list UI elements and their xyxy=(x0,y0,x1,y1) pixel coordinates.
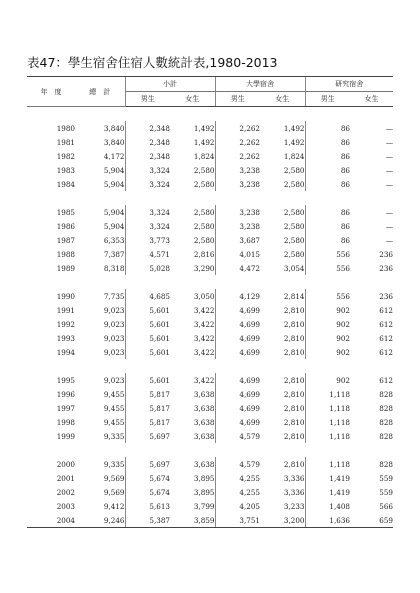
total-cell: 9,335 xyxy=(103,431,125,441)
subtotal-male-cell: 5,674 xyxy=(125,485,170,499)
subtotal-male-cell: 3,324 xyxy=(125,205,170,219)
table-row xyxy=(27,149,393,163)
subtotal-male-cell: 5,028 xyxy=(125,261,170,275)
table-row xyxy=(27,415,393,429)
total-cell: 5,904 xyxy=(103,221,125,231)
undergrad-male-cell: 4,255 xyxy=(215,485,260,499)
subtotal-male-cell: 5,817 xyxy=(125,415,170,429)
undergrad-male-cell: 4,699 xyxy=(215,317,260,331)
total-cell: 9,335 xyxy=(103,459,125,469)
table-row xyxy=(27,135,393,149)
subtotal-female-cell: 3,422 xyxy=(193,333,215,343)
graduate-male-cell: 1,118 xyxy=(305,401,350,415)
table-row xyxy=(27,499,393,513)
spacer-row xyxy=(27,107,393,122)
year-cell: 1984 xyxy=(56,179,75,189)
undergrad-female-cell: 2,814 xyxy=(283,291,305,301)
subtotal-male-cell: 5,387 xyxy=(125,513,170,528)
graduate-female-cell: 612 xyxy=(379,319,393,329)
table-row xyxy=(27,233,393,247)
undergrad-female-cell: 2,580 xyxy=(283,249,305,259)
subtotal-male-cell: 5,817 xyxy=(125,401,170,415)
subtotal-male-cell: 3,324 xyxy=(125,177,170,191)
total-cell: 3,840 xyxy=(103,137,125,147)
undergrad-female-cell: 2,810 xyxy=(283,431,305,441)
table-row xyxy=(27,429,393,443)
graduate-male-cell: 902 xyxy=(305,303,350,317)
undergrad-male-cell: 4,015 xyxy=(215,247,260,261)
subtotal-male-cell: 2,348 xyxy=(125,135,170,149)
subtotal-female-header: 女生 xyxy=(170,92,215,107)
total-cell: 9,455 xyxy=(103,389,125,399)
graduate-male-cell: 86 xyxy=(305,177,350,191)
year-cell: 1998 xyxy=(56,417,75,427)
subtotal-male-cell: 5,674 xyxy=(125,471,170,485)
subtotal-female-cell: 3,422 xyxy=(193,375,215,385)
undergrad-male-cell: 3,687 xyxy=(215,233,260,247)
total-cell: 7,735 xyxy=(103,291,125,301)
table-row xyxy=(27,205,393,219)
graduate-male-cell: 1,636 xyxy=(305,513,350,528)
graduate-male-cell: 1,408 xyxy=(305,499,350,513)
undergrad-female-cell: 2,810 xyxy=(283,459,305,469)
subtotal-male-cell: 5,697 xyxy=(125,457,170,471)
total-cell: 9,455 xyxy=(103,403,125,413)
graduate-female-cell: 559 xyxy=(379,473,393,483)
undergrad-male-cell: 2,262 xyxy=(215,149,260,163)
graduate-female-cell: 828 xyxy=(379,431,393,441)
year-cell: 1982 xyxy=(56,151,75,161)
table-row xyxy=(27,121,393,135)
subtotal-female-cell: 1,492 xyxy=(193,137,215,147)
undergrad-female-cell: 3,336 xyxy=(283,487,305,497)
undergrad-female-cell: 3,336 xyxy=(283,473,305,483)
year-cell: 1981 xyxy=(56,137,75,147)
total-cell: 5,904 xyxy=(103,179,125,189)
spacer-row xyxy=(27,443,393,457)
undergrad-female-cell: 2,580 xyxy=(283,165,305,175)
graduate-male-cell: 86 xyxy=(305,149,350,163)
spacer-cell xyxy=(27,359,393,373)
total-cell: 8,318 xyxy=(103,263,125,273)
undergrad-female-cell: 2,810 xyxy=(283,375,305,385)
graduate-female-cell: 659 xyxy=(350,513,393,528)
total-cell: 7,387 xyxy=(103,249,125,259)
undergrad-male-cell: 3,238 xyxy=(215,219,260,233)
subtotal-male-cell: 3,773 xyxy=(125,233,170,247)
graduate-female-header: 女生 xyxy=(350,92,393,107)
subtotal-female-cell: 3,895 xyxy=(193,473,215,483)
subtotal-female-cell: 3,638 xyxy=(193,459,215,469)
graduate-female-cell: — xyxy=(385,221,393,231)
subtotal-female-cell: 3,422 xyxy=(193,319,215,329)
graduate-male-cell: 1,419 xyxy=(305,471,350,485)
table-row xyxy=(27,177,393,191)
dormitory-statistics-table xyxy=(27,76,393,528)
graduate-male-cell: 556 xyxy=(305,247,350,261)
subtotal-female-cell: 2,816 xyxy=(193,249,215,259)
subtotal-male-cell: 5,817 xyxy=(125,387,170,401)
year-cell: 1995 xyxy=(56,375,75,385)
undergrad-female-cell: 2,580 xyxy=(283,207,305,217)
table-row xyxy=(27,163,393,177)
undergrad-male-cell: 4,579 xyxy=(215,429,260,443)
undergrad-female-cell: 3,200 xyxy=(260,513,305,528)
table-row xyxy=(27,219,393,233)
undergrad-female-cell: 1,492 xyxy=(283,123,305,133)
subtotal-male-cell: 5,601 xyxy=(125,373,170,387)
table-row xyxy=(27,513,393,528)
spacer-cell xyxy=(27,107,393,122)
subtotal-male-cell: 5,601 xyxy=(125,331,170,345)
undergrad-male-cell: 2,262 xyxy=(215,135,260,149)
subtotal-female-cell: 3,799 xyxy=(193,501,215,511)
year-cell: 1993 xyxy=(56,333,75,343)
graduate-female-cell: 236 xyxy=(379,291,393,301)
subtotal-female-cell: 3,638 xyxy=(193,417,215,427)
total-cell: 9,023 xyxy=(103,319,125,329)
year-header: 年 度 xyxy=(27,77,75,107)
subtotal-group-header: 小計 xyxy=(125,77,215,92)
graduate-male-cell: 1,419 xyxy=(305,485,350,499)
subtotal-female-cell: 3,859 xyxy=(170,513,215,528)
graduate-male-cell: 86 xyxy=(305,205,350,219)
subtotal-female-cell: 1,824 xyxy=(193,151,215,161)
year-cell: 1980 xyxy=(56,123,75,133)
spacer-cell xyxy=(27,275,393,289)
undergrad-male-cell: 4,699 xyxy=(215,415,260,429)
graduate-female-cell: — xyxy=(385,137,393,147)
table-row xyxy=(27,471,393,485)
undergrad-male-header: 男生 xyxy=(215,92,260,107)
undergrad-female-cell: 3,054 xyxy=(283,263,305,273)
graduate-male-cell: 86 xyxy=(305,135,350,149)
graduate-female-cell: — xyxy=(385,207,393,217)
undergrad-female-cell: 2,810 xyxy=(283,417,305,427)
graduate-female-cell: 559 xyxy=(379,487,393,497)
total-cell: 9,455 xyxy=(103,417,125,427)
total-cell: 4,172 xyxy=(103,151,125,161)
subtotal-male-cell: 5,601 xyxy=(125,303,170,317)
graduate-male-cell: 902 xyxy=(305,373,350,387)
year-cell: 1996 xyxy=(56,389,75,399)
table-row xyxy=(27,331,393,345)
graduate-female-cell: 612 xyxy=(379,333,393,343)
subtotal-female-cell: 3,638 xyxy=(193,403,215,413)
year-cell: 1988 xyxy=(56,249,75,259)
table-row xyxy=(27,261,393,275)
graduate-male-cell: 902 xyxy=(305,345,350,359)
undergrad-female-cell: 2,810 xyxy=(283,319,305,329)
undergrad-female-cell: 2,810 xyxy=(283,333,305,343)
graduate-female-cell: — xyxy=(385,235,393,245)
spacer-row xyxy=(27,191,393,205)
spacer-row xyxy=(27,275,393,289)
graduate-female-cell: — xyxy=(385,165,393,175)
graduate-female-cell: — xyxy=(385,123,393,133)
year-cell: 1994 xyxy=(56,347,75,357)
year-cell: 1983 xyxy=(56,165,75,175)
graduate-male-cell: 1,118 xyxy=(305,415,350,429)
undergrad-male-cell: 4,579 xyxy=(215,457,260,471)
table-row xyxy=(27,373,393,387)
table-row xyxy=(27,345,393,359)
table-row xyxy=(27,247,393,261)
table-row xyxy=(27,289,393,303)
undergrad-female-cell: 2,810 xyxy=(283,305,305,315)
total-cell: 9,023 xyxy=(103,375,125,385)
graduate-male-cell: 1,118 xyxy=(305,387,350,401)
total-cell: 6,353 xyxy=(103,235,125,245)
subtotal-male-cell: 5,697 xyxy=(125,429,170,443)
page-title: 表47：學生宿舍住宿人數統計表,1980-2013 xyxy=(27,55,278,70)
subtotal-female-cell: 3,422 xyxy=(193,347,215,357)
total-header: 總 計 xyxy=(75,77,125,107)
subtotal-female-cell: 1,492 xyxy=(193,123,215,133)
undergrad-female-cell: 2,580 xyxy=(283,221,305,231)
total-cell: 9,023 xyxy=(103,333,125,343)
graduate-male-cell: 556 xyxy=(305,289,350,303)
subtotal-male-cell: 2,348 xyxy=(125,149,170,163)
undergrad-male-cell: 4,255 xyxy=(215,471,260,485)
total-cell: 9,569 xyxy=(103,487,125,497)
graduate-female-cell: 612 xyxy=(379,347,393,357)
table-row xyxy=(27,317,393,331)
subtotal-male-cell: 5,601 xyxy=(125,345,170,359)
undergrad-male-cell: 4,699 xyxy=(215,373,260,387)
year-cell: 2001 xyxy=(56,473,75,483)
total-cell: 9,023 xyxy=(103,305,125,315)
graduate-male-cell: 902 xyxy=(305,331,350,345)
table-body xyxy=(27,107,393,528)
subtotal-female-cell: 3,638 xyxy=(193,389,215,399)
undergrad-dorm-group-header: 大學宿舍 xyxy=(215,77,305,92)
undergrad-female-cell: 2,810 xyxy=(283,403,305,413)
subtotal-female-cell: 2,580 xyxy=(193,165,215,175)
undergrad-female-cell: 2,810 xyxy=(283,347,305,357)
undergrad-female-cell: 2,580 xyxy=(283,235,305,245)
undergrad-male-cell: 4,699 xyxy=(215,331,260,345)
graduate-male-cell: 902 xyxy=(305,317,350,331)
subtotal-female-cell: 3,638 xyxy=(193,431,215,441)
year-cell: 1990 xyxy=(56,291,75,301)
table-row xyxy=(27,485,393,499)
graduate-female-cell: 612 xyxy=(379,375,393,385)
year-cell: 1986 xyxy=(56,221,75,231)
undergrad-male-cell: 3,238 xyxy=(215,177,260,191)
graduate-female-cell: 828 xyxy=(379,403,393,413)
graduate-female-cell: 828 xyxy=(379,459,393,469)
undergrad-male-cell: 4,699 xyxy=(215,401,260,415)
year-cell: 2000 xyxy=(56,459,75,469)
graduate-male-header: 男生 xyxy=(305,92,350,107)
undergrad-male-cell: 3,751 xyxy=(215,513,260,528)
undergrad-male-cell: 3,238 xyxy=(215,205,260,219)
graduate-male-cell: 1,118 xyxy=(305,429,350,443)
graduate-female-cell: 828 xyxy=(379,389,393,399)
year-cell: 1997 xyxy=(56,403,75,413)
undergrad-male-cell: 4,129 xyxy=(215,289,260,303)
year-cell: 1991 xyxy=(56,305,75,315)
subtotal-female-cell: 3,895 xyxy=(193,487,215,497)
graduate-male-cell: 86 xyxy=(305,233,350,247)
table-row xyxy=(27,387,393,401)
graduate-male-cell: 86 xyxy=(305,163,350,177)
undergrad-male-cell: 2,262 xyxy=(215,121,260,135)
year-cell: 1999 xyxy=(56,431,75,441)
graduate-female-cell: 236 xyxy=(379,249,393,259)
total-cell: 5,904 xyxy=(103,165,125,175)
undergrad-female-cell: 2,810 xyxy=(283,389,305,399)
subtotal-male-header: 男生 xyxy=(125,92,170,107)
total-cell: 9,412 xyxy=(103,501,125,511)
undergrad-female-header: 女生 xyxy=(260,92,305,107)
graduate-female-cell: 612 xyxy=(379,305,393,315)
subtotal-female-cell: 3,290 xyxy=(193,263,215,273)
undergrad-male-cell: 3,238 xyxy=(215,163,260,177)
spacer-cell xyxy=(27,443,393,457)
undergrad-male-cell: 4,699 xyxy=(215,345,260,359)
undergrad-female-cell: 3,233 xyxy=(283,501,305,511)
subtotal-male-cell: 5,601 xyxy=(125,317,170,331)
graduate-female-cell: 236 xyxy=(379,263,393,273)
graduate-dorm-group-header: 研究宿舍 xyxy=(305,77,393,92)
subtotal-male-cell: 2,348 xyxy=(125,121,170,135)
subtotal-female-cell: 2,580 xyxy=(193,207,215,217)
spacer-cell xyxy=(27,191,393,205)
undergrad-male-cell: 4,699 xyxy=(215,387,260,401)
year-cell: 1992 xyxy=(56,319,75,329)
graduate-female-cell: 566 xyxy=(379,501,393,511)
year-cell: 2002 xyxy=(56,487,75,497)
graduate-male-cell: 86 xyxy=(305,121,350,135)
graduate-male-cell: 556 xyxy=(305,261,350,275)
total-cell: 9,569 xyxy=(103,473,125,483)
undergrad-female-cell: 2,580 xyxy=(283,179,305,189)
graduate-male-cell: 86 xyxy=(305,219,350,233)
undergrad-female-cell: 1,492 xyxy=(283,137,305,147)
total-cell: 9,246 xyxy=(75,513,125,528)
subtotal-female-cell: 3,050 xyxy=(193,291,215,301)
subtotal-female-cell: 3,422 xyxy=(193,305,215,315)
total-cell: 5,904 xyxy=(103,207,125,217)
subtotal-male-cell: 5,613 xyxy=(125,499,170,513)
graduate-female-cell: 828 xyxy=(379,417,393,427)
total-cell: 3,840 xyxy=(103,123,125,133)
year-cell: 1985 xyxy=(56,207,75,217)
subtotal-male-cell: 3,324 xyxy=(125,219,170,233)
year-cell: 1989 xyxy=(56,263,75,273)
total-cell: 9,023 xyxy=(103,347,125,357)
subtotal-female-cell: 2,580 xyxy=(193,179,215,189)
table-row xyxy=(27,457,393,471)
table-row xyxy=(27,303,393,317)
subtotal-male-cell: 4,571 xyxy=(125,247,170,261)
subtotal-female-cell: 2,580 xyxy=(193,221,215,231)
year-cell: 2004 xyxy=(27,513,75,528)
undergrad-male-cell: 4,472 xyxy=(215,261,260,275)
undergrad-female-cell: 1,824 xyxy=(283,151,305,161)
undergrad-male-cell: 4,699 xyxy=(215,303,260,317)
spacer-row xyxy=(27,359,393,373)
graduate-male-cell: 1,118 xyxy=(305,457,350,471)
subtotal-male-cell: 3,324 xyxy=(125,163,170,177)
table-row xyxy=(27,401,393,415)
graduate-female-cell: — xyxy=(385,179,393,189)
year-cell: 1987 xyxy=(56,235,75,245)
year-cell: 2003 xyxy=(56,501,75,511)
graduate-female-cell: — xyxy=(385,151,393,161)
undergrad-male-cell: 4,205 xyxy=(215,499,260,513)
subtotal-female-cell: 2,580 xyxy=(193,235,215,245)
subtotal-male-cell: 4,685 xyxy=(125,289,170,303)
